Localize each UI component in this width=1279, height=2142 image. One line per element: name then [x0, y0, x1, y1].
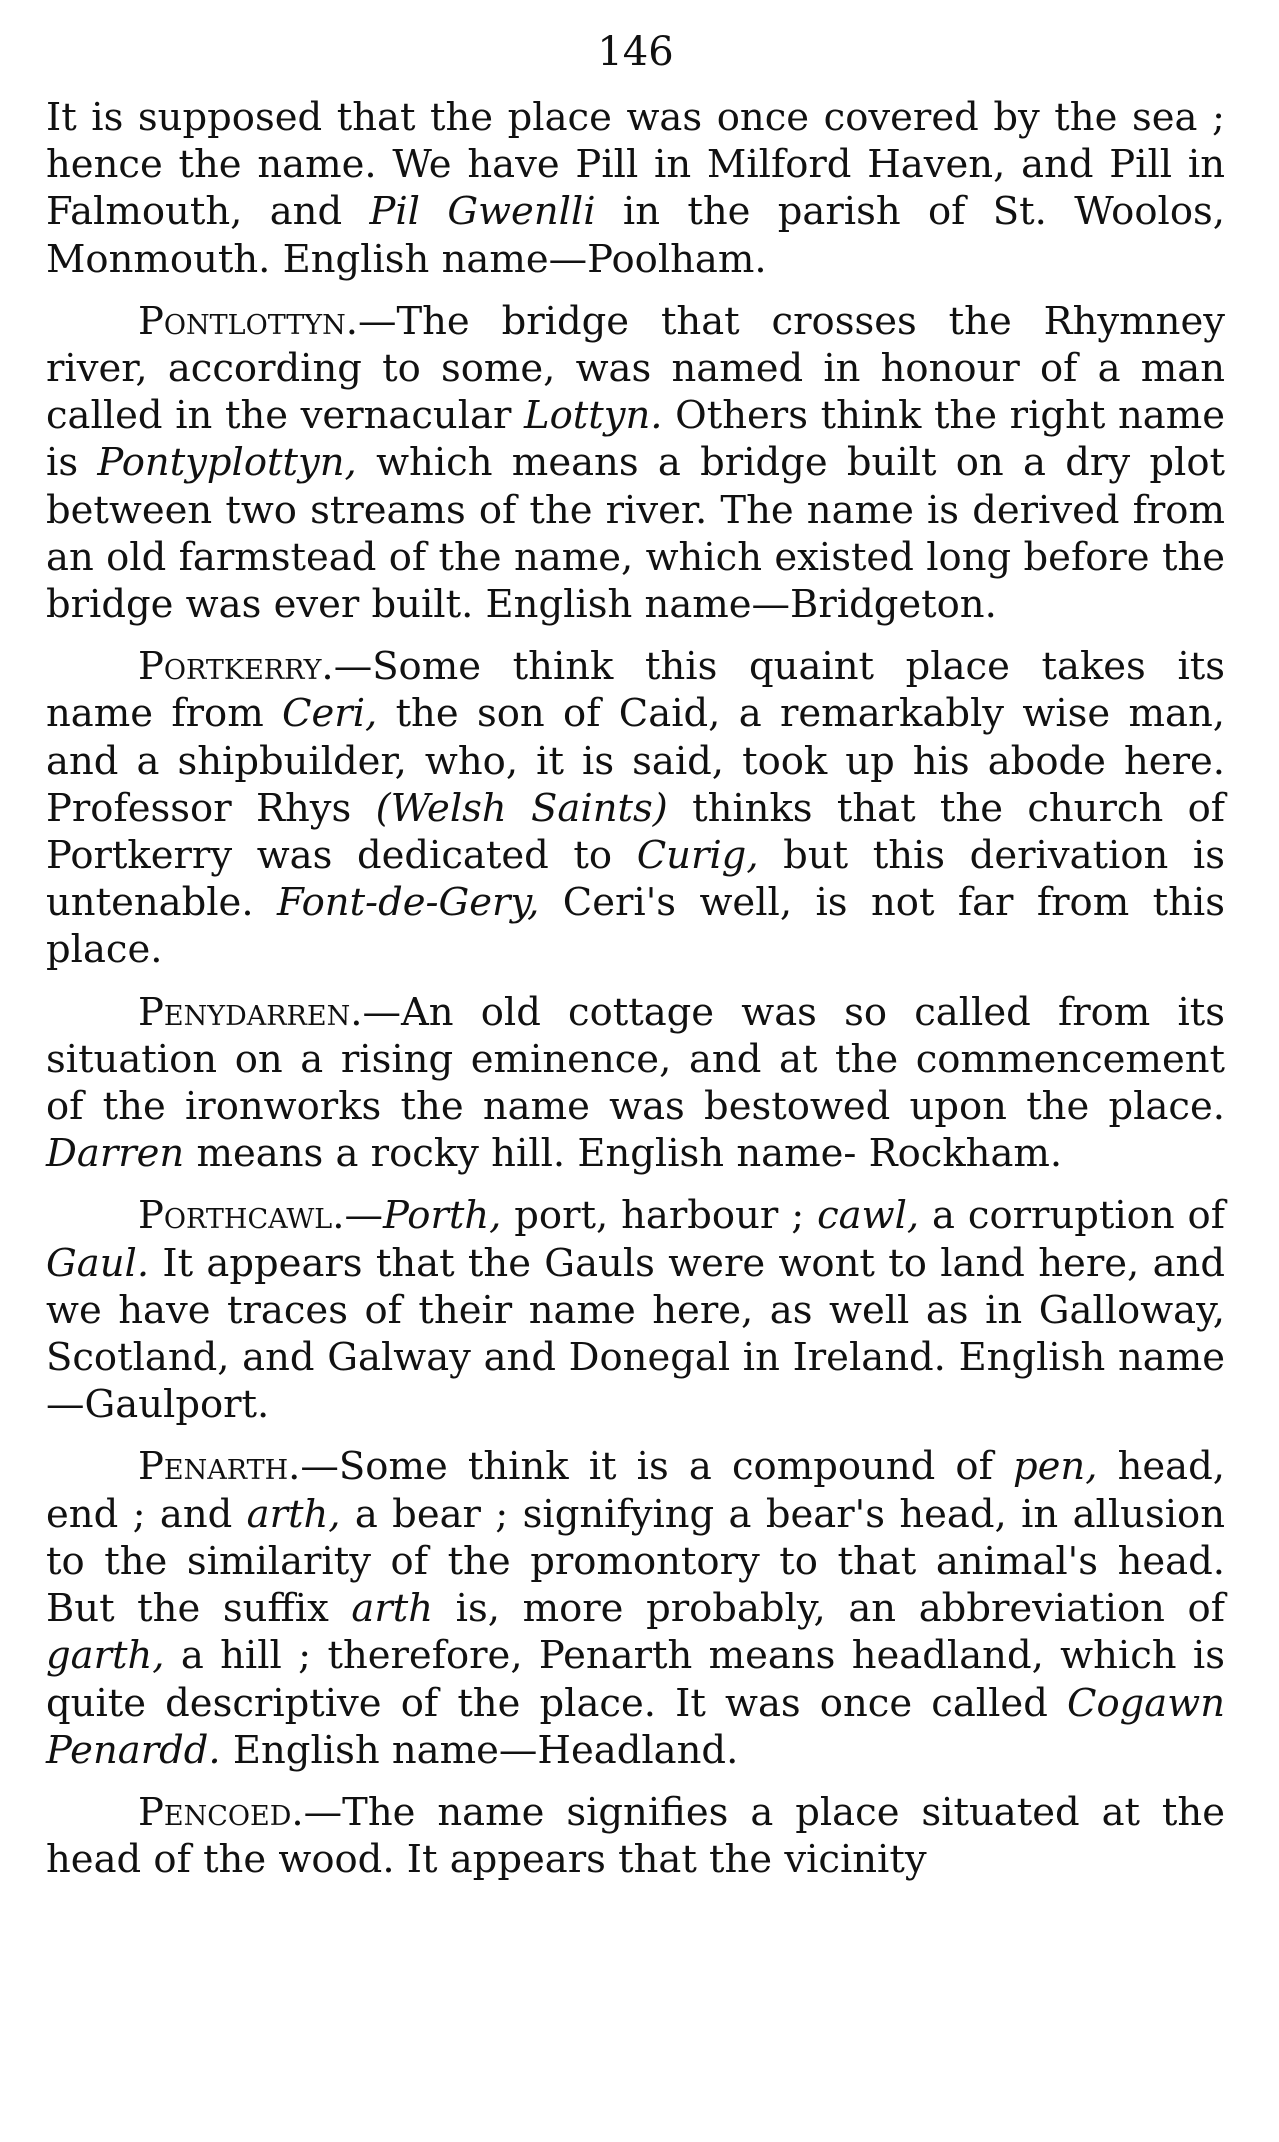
- italic-text: cawl,: [817, 1193, 920, 1239]
- body-text: —An old cottage was so called from its situation on a rising eminence, and at the commencement of the ironworks the name was bestowed upon the place.: [46, 989, 1225, 1130]
- body-text: a corruption of: [919, 1193, 1225, 1239]
- body-text: means a rocky hill. English name- Rockham.: [184, 1131, 1063, 1177]
- entry-heading: Pontlottyn.: [138, 298, 358, 344]
- entry-heading: Portkerry.: [138, 644, 334, 690]
- paragraph: [46, 298, 1225, 628]
- body-text: Ceri's well, is not far from this place.: [46, 880, 1225, 973]
- page-number: 146: [597, 29, 674, 75]
- paragraph: [46, 94, 1225, 283]
- body-text: —The bridge that crosses the Rhymney river, according to some, was named in honour of a man called in the vernacular: [46, 298, 1225, 439]
- body-text: —Some think it is a compound of: [300, 1444, 1013, 1490]
- italic-text: Darren: [46, 1131, 185, 1177]
- paragraph: [46, 643, 1225, 973]
- entry-heading: Pencoed.: [138, 1789, 304, 1835]
- body-text: Others think the right name is: [46, 393, 1225, 486]
- page-body-text: [46, 94, 1225, 1883]
- italic-text: Ceri,: [282, 691, 378, 737]
- paragraph: [46, 989, 1225, 1178]
- paragraph: [46, 1789, 1225, 1883]
- italic-text: arth,: [246, 1491, 341, 1537]
- italic-text: (Welsh Saints): [375, 785, 668, 831]
- italic-text: pen,: [1012, 1444, 1098, 1490]
- body-text: a bear ; signifying a bear's head, in allusion to the similarity of the promontory to that animal's head. But the suffix: [46, 1491, 1225, 1632]
- body-text: It appears that the Gauls were wont to land here, and we have traces of their name here, as well as in Galloway, Scotland, and Galway and Donegal in Ireland. English name—Gaulport.: [46, 1240, 1225, 1428]
- body-text: head, end ; and: [46, 1444, 1226, 1537]
- italic-text: Cogawn Penardd.: [46, 1680, 1225, 1773]
- italic-text: Pontyplottyn,: [97, 440, 357, 486]
- body-text: port, harbour ;: [501, 1193, 818, 1239]
- body-text: English name—Headland.: [220, 1727, 739, 1773]
- italic-text: Gaul.: [46, 1240, 150, 1286]
- italic-text: Porth,: [382, 1193, 502, 1239]
- italic-text: arth: [351, 1586, 434, 1632]
- italic-text: Curig,: [636, 833, 759, 879]
- entry-heading: Penarth.: [138, 1444, 301, 1490]
- body-text: the son of Caid, a remarkably wise man, and a shipbuilder, who, it is said, took up his abode here. Professor Rhys: [46, 691, 1226, 831]
- body-text: which means a bridge built on a dry plot between two streams of the river. The name is derived from an old farmstead of the name, which existed long before the bridge was ever built. English name—Bridgeton.: [46, 440, 1225, 628]
- italic-text: Font-de-Gery,: [277, 880, 540, 926]
- entry-heading: Penydarren.: [138, 989, 363, 1035]
- body-text: is, more probably, an abbreviation of: [433, 1586, 1225, 1632]
- body-text: thinks that the church of Portkerry was dedicated to: [46, 785, 1226, 879]
- body-text: a hill ; therefore, Penarth means headland, which is quite descriptive of the place. It was once called: [46, 1633, 1225, 1726]
- body-text: —The name signifies a place situated at the head of the wood. It appears that the vicinity: [46, 1789, 1225, 1883]
- entry-heading: Porthcawl.: [138, 1193, 345, 1239]
- body-text: —: [344, 1193, 383, 1239]
- italic-text: garth,: [46, 1633, 165, 1679]
- paragraph: [46, 1192, 1225, 1428]
- body-text: in the parish of St. Woolos, Monmouth. English name—Poolham.: [46, 189, 1225, 282]
- italic-text: Pil Gwenlli: [369, 189, 596, 235]
- body-text: —Some think this quaint place takes its name from: [46, 644, 1225, 737]
- italic-text: Lottyn.: [524, 393, 663, 439]
- paragraph: [46, 1443, 1225, 1773]
- body-text: It is supposed that the place was once covered by the sea ; hence the name. We have Pill in Milford Haven, and Pill in Falmouth, and: [46, 95, 1225, 235]
- body-text: but this derivation is untenable.: [46, 833, 1225, 926]
